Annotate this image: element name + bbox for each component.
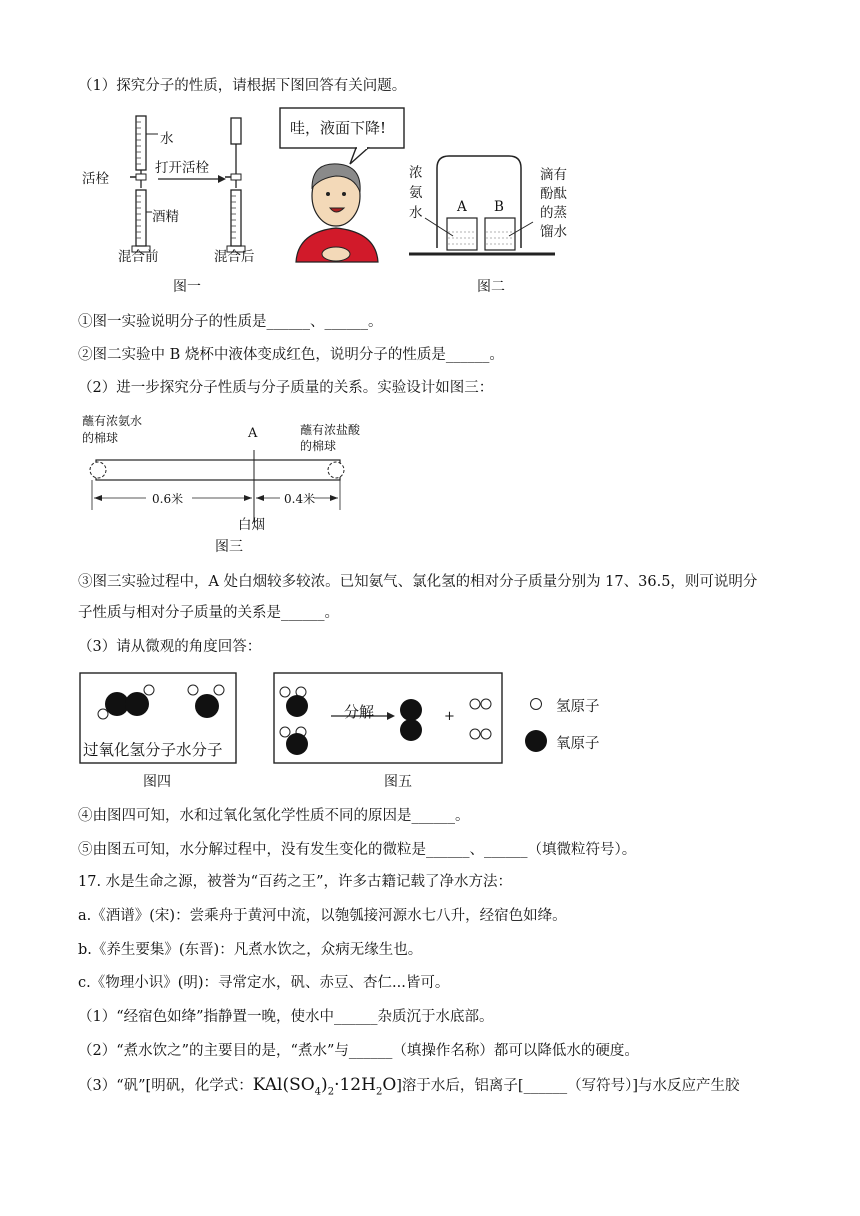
fig3-a-label: A: [248, 426, 258, 441]
fig4-caption: 图四: [143, 774, 171, 790]
figure-5-drawing: [273, 672, 505, 766]
fig2-phenol-3: 的蒸: [540, 205, 567, 221]
legend-hydrogen: 氢原子: [556, 699, 600, 715]
question-3-line-1: ③图三实验过程中，A 处白烟较多较浓。已知氨气、氯化氢的相对分子质量分别为 17、36.5，则可说明分: [78, 574, 758, 590]
q17-item-a: a.《酒谱》(宋)：尝乘舟于黄河中流，以匏瓠接河源水七八升，经宿色如绛。: [78, 908, 567, 924]
fig1-after-label: 混合后: [214, 249, 255, 265]
boy-cartoon-icon: [292, 158, 382, 268]
q17-item-b: b.《养生要集》(东晋)：凡煮水饮之，众病无缘生也。: [78, 942, 423, 958]
fig3-right-label-2: 的棉球: [300, 439, 337, 453]
fig4-label: 过氧化氢分子水分子: [83, 741, 223, 759]
fig3-smoke-label: 白烟: [238, 517, 265, 533]
fig1-alcohol-label: 酒精: [152, 209, 179, 225]
fig2-beaker-a: A: [457, 199, 467, 215]
q17-q3-after: ]溶于水后，铝离子[______（写符号）]与水反应产生胶: [396, 1078, 740, 1094]
fig1-open-valve-label: 打开活栓: [155, 160, 209, 176]
fig2-ammonia-1: 浓: [409, 165, 423, 181]
fig2-caption: 图二: [477, 279, 505, 295]
fig3-left-label-2: 的棉球: [82, 431, 119, 445]
legend-oxygen: 氧原子: [556, 736, 600, 752]
fig5-decompose-label: 分解: [344, 703, 375, 721]
question-1: ①图一实验说明分子的性质是______、______。: [78, 314, 383, 330]
fig1-valve-label: 活栓: [82, 171, 109, 187]
fig5-caption: 图五: [384, 774, 412, 790]
fig1-caption: 图一: [173, 279, 201, 295]
fig1-before-label: 混合前: [118, 249, 159, 265]
part2-intro: （2）进一步探究分子性质与分子质量的关系。实验设计如图三：: [78, 380, 494, 396]
legend-hydrogen-icon: [529, 697, 543, 711]
fig3-left-label-1: 蘸有浓氨水: [82, 414, 143, 428]
fig3-dist-right: 0.4米: [284, 492, 316, 506]
speech-text: 哇，液面下降!: [290, 119, 387, 137]
fig1-water-label: 水: [160, 131, 174, 147]
fig2-phenol-4: 馏水: [540, 224, 567, 240]
q17-question-2: （2）“煮水饮之”的主要目的是，“煮水”与______（填操作名称）都可以降低水的硬度。: [78, 1043, 639, 1059]
q17-item-c: c.《物理小识》(明)：寻常定水，矾、赤豆、杏仁...皆可。: [78, 975, 450, 991]
fig2-ammonia-3: 水: [409, 205, 423, 221]
legend-oxygen-icon: [524, 729, 548, 753]
q17-stem: 17. 水是生命之源，被誉为“百药之王”，许多古籍记载了净水方法：: [78, 874, 512, 890]
fig3-dist-left: 0.6米: [152, 492, 184, 506]
fig2-ammonia-2: 氨: [409, 185, 423, 201]
question-3-line-2: 子性质与相对分子质量的关系是______。: [78, 605, 339, 621]
fig2-phenol-2: 酚酞: [540, 186, 567, 202]
question-4: ④由图四可知，水和过氧化氢化学性质不同的原因是______。: [78, 808, 470, 824]
question-5: ⑤由图五可知，水分解过程中，没有发生变化的微粒是______、______（填微粒符号）。: [78, 842, 637, 858]
part3-intro: （3）请从微观的角度回答：: [78, 639, 262, 655]
fig3-right-label-1: 蘸有浓盐酸: [300, 423, 361, 437]
q17-q3-before: （3）“矾”[明矾，化学式：: [78, 1078, 253, 1094]
fig3-caption: 图三: [215, 539, 243, 555]
q17-question-1: （1）“经宿色如绛”指静置一晚，使水中______杂质沉于水底部。: [78, 1009, 494, 1025]
fig2-phenol-1: 滴有: [540, 167, 567, 183]
question-2: ②图二实验中 B 烧杯中液体变成红色，说明分子的性质是______。: [78, 347, 504, 363]
part1-intro: （1）探究分子的性质，请根据下图回答有关问题。: [78, 78, 407, 94]
q17-question-3: [78, 1075, 739, 1102]
fig2-beaker-b: B: [494, 199, 504, 215]
alum-formula: $KAl(SO_4)_2\cdot 12H_2O$: [252, 1075, 397, 1098]
fig5-plus: +: [444, 709, 455, 724]
